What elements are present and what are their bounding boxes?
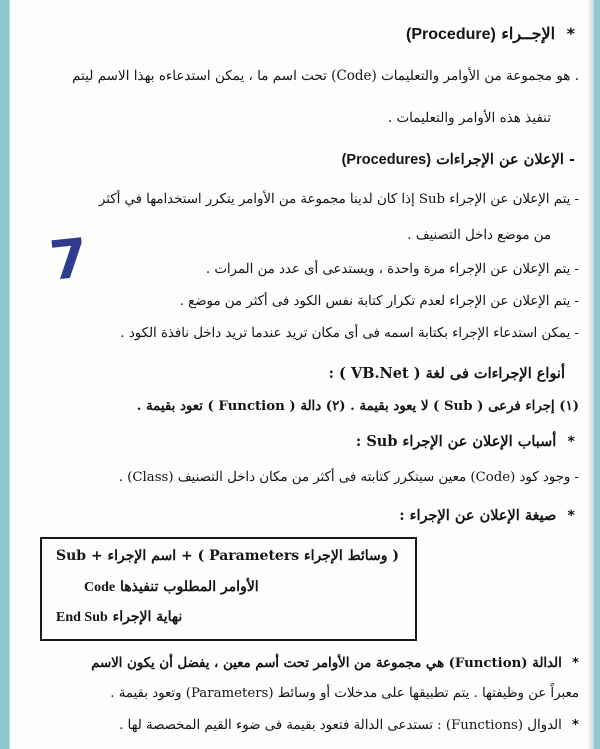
- declaration-point-2: - يتم الإعلان عن الإجراء مرة واحدة ، ويستدعى أى عدد من المرات .: [205, 262, 579, 277]
- syntax-line-3-en: End Sub: [56, 610, 108, 625]
- reasons-heading: [356, 432, 575, 452]
- syntax-line-2-en: Code: [84, 580, 116, 595]
- syntax-line-2: [84, 577, 259, 598]
- definition-line-2: تنفيذ هذه الأوامر والتعليمات .: [387, 110, 551, 126]
- function-para-line-2: معبراً عن وظيفتها . يتم تطبيقها على مدخلات أو وسائط (Parameters) وتعود بقيمة .: [110, 686, 579, 701]
- document-page: [10, 0, 593, 749]
- page-edge-shadow: [587, 0, 593, 749]
- declaration-heading-ar: - الإعلان عن الإجراءات: [436, 151, 575, 168]
- star-bullet-icon: *: [572, 656, 579, 671]
- star-bullet-icon: *: [567, 434, 575, 450]
- function-para-line-1: [91, 654, 579, 674]
- declaration-point-3: - يتم الإعلان عن الإجراء لعدم تكرار كتابة نفس الكود فى أكثر من موضع .: [179, 294, 579, 309]
- syntax-line-1: ( وسائط الإجراء Parameters ) + اسم الإجراء + Sub: [56, 548, 400, 564]
- procedure-heading-ar: الإجــراء: [501, 24, 556, 43]
- functions-line-text: الدوال (Functions) : تستدعى الدالة فتعود بقيمة فى ضوء القيم المخصصة لها .: [119, 718, 562, 733]
- reasons-line: - وجود كود (Code) معين سيتكرر كتابته فى أكثر من مكان داخل التصنيف (Class) .: [118, 470, 579, 485]
- syntax-heading-text: صيغة الإعلان عن الإجراء :: [399, 507, 557, 524]
- syntax-line-3: [56, 607, 182, 628]
- declaration-heading: [342, 150, 575, 170]
- star-bullet-icon: *: [566, 24, 575, 43]
- functions-line: [119, 716, 579, 736]
- syntax-box: [40, 537, 417, 641]
- procedure-heading-en: (Procedure): [406, 26, 496, 43]
- document-body: [10, 0, 593, 749]
- types-heading: أنواع الإجراءات فى لغة ( VB.Net ) :: [328, 365, 565, 382]
- procedure-heading: [406, 24, 575, 45]
- declaration-point-4: - يمكن استدعاء الإجراء بكتابة اسمه فى أى مكان تريد عندما تريد داخل نافذة الكود .: [120, 326, 579, 341]
- star-bullet-icon: *: [572, 718, 579, 733]
- star-bullet-icon: *: [567, 508, 575, 524]
- definition-line-1: . هو مجموعة من الأوامر والتعليمات (Code) تحت اسم ما ، يمكن استدعاءه بهذا الاسم ليتم: [72, 68, 579, 84]
- declaration-point-1: - يتم الإعلان عن الإجراء Sub إذا كان لدينا مجموعة من الأوامر يتكرر استخدامها في أكثر: [98, 192, 579, 207]
- declaration-point-1-cont: من موضع داخل التصنيف .: [407, 228, 551, 243]
- syntax-heading: [399, 506, 575, 526]
- syntax-line-3-ar: نهاية الإجراء: [112, 609, 183, 625]
- reasons-heading-text: أسباب الإعلان عن الإجراء Sub :: [355, 433, 557, 450]
- handwritten-mark: 7: [46, 226, 91, 293]
- declaration-heading-en: (Procedures): [341, 152, 432, 168]
- syntax-line-2-ar: الأوامر المطلوب تنفيذها: [120, 579, 259, 595]
- types-line: (١) إجراء فرعى ( Sub ) لا يعود بقيمة . (٢) دالة ( Function ) تعود بقيمة .: [136, 399, 579, 414]
- function-para-text-1: الدالة (Function) هي مجموعة من الأوامر تحت أسم معين ، يفضل أن يكون الاسم: [91, 656, 562, 671]
